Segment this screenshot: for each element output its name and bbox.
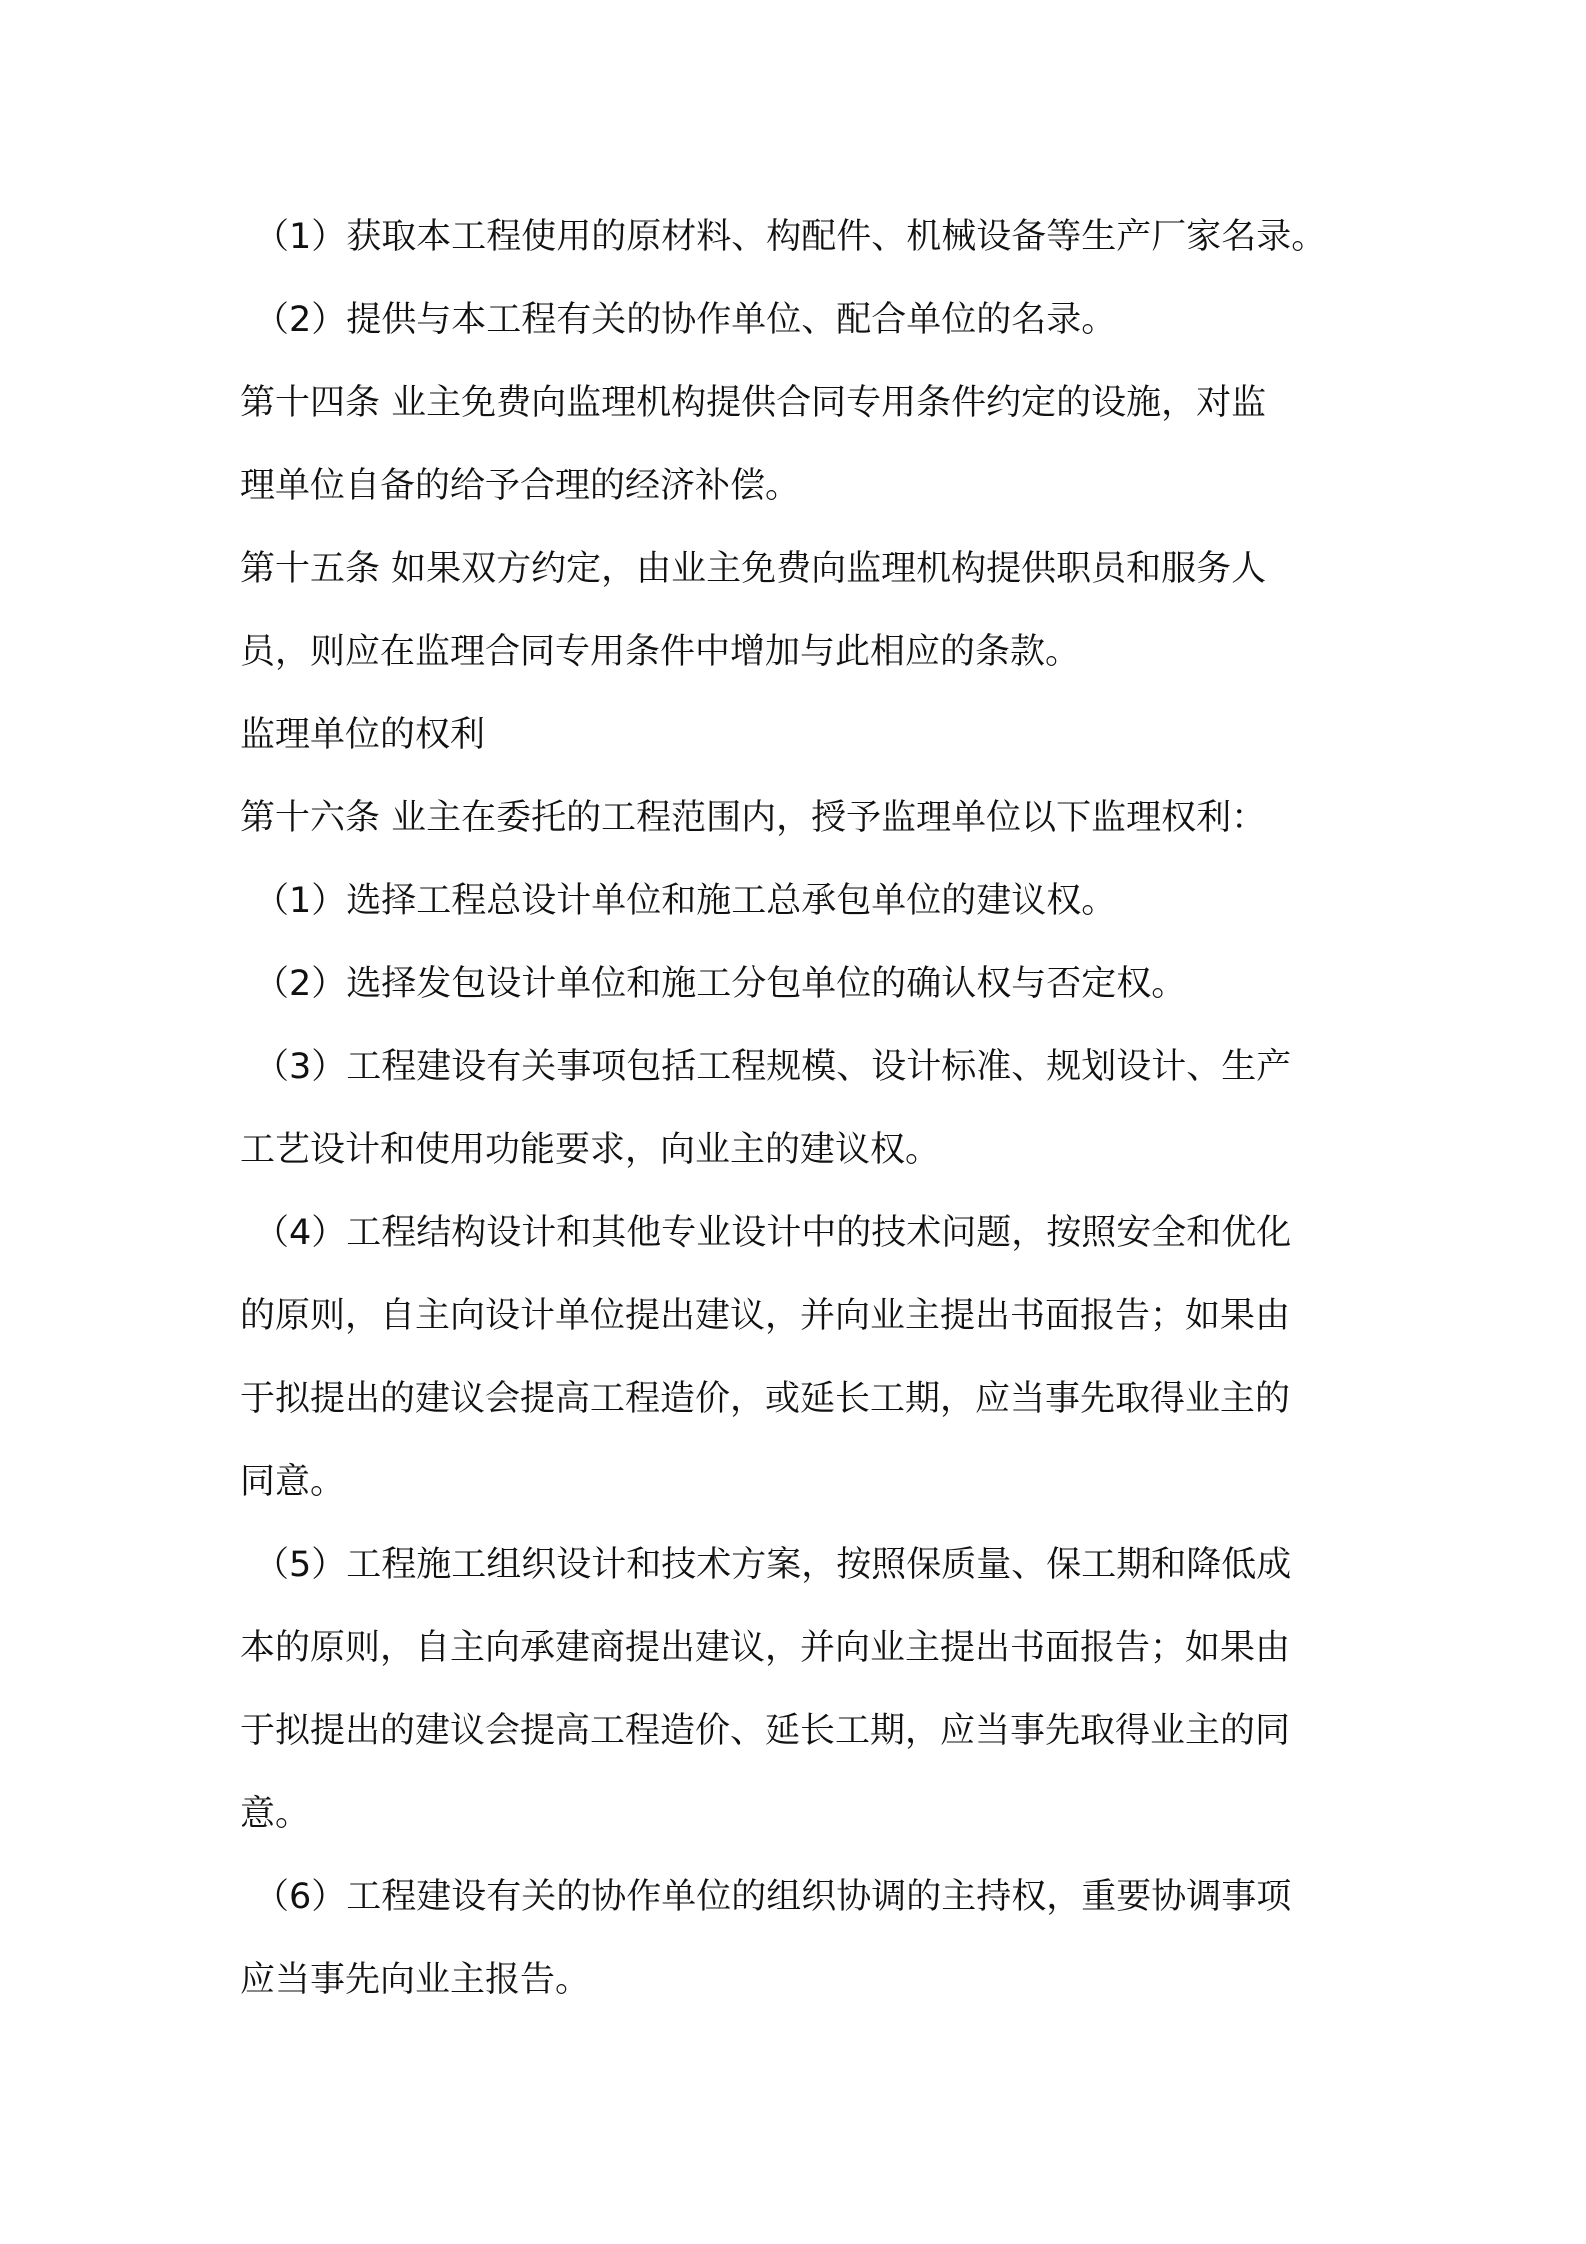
paragraph-p3 <box>240 362 1380 528</box>
paragraph-p10 <box>240 1192 1380 1524</box>
text-line: 于拟提出的建议会提高工程造价，或延长工期，应当事先取得业主的 <box>240 1379 1291 1419</box>
text-line: 同意。 <box>240 1462 346 1502</box>
text-line: （2）选择发包设计单位和施工分包单位的确认权与否定权。 <box>254 964 1187 1004</box>
text-line: 第十四条 业主免费向监理机构提供合同专用条件约定的设施，对监 <box>240 383 1267 423</box>
paragraph-p1 <box>240 196 1380 279</box>
text-line: 于拟提出的建议会提高工程造价、延长工期，应当事先取得业主的同 <box>240 1711 1291 1751</box>
paragraph-p5 <box>240 694 1380 777</box>
text-line: 监理单位的权利 <box>240 715 486 755</box>
text-line: （1）选择工程总设计单位和施工总承包单位的建议权。 <box>254 881 1117 921</box>
text-line: （5）工程施工组织设计和技术方案，按照保质量、保工期和降低成 <box>254 1545 1292 1585</box>
paragraph-p4 <box>240 528 1380 694</box>
paragraph-p8 <box>240 943 1380 1026</box>
text-line: 员，则应在监理合同专用条件中增加与此相应的条款。 <box>240 632 1081 672</box>
text-line: 理单位自备的给予合理的经济补偿。 <box>240 466 801 506</box>
paragraph-p2 <box>240 279 1380 362</box>
text-line: 工艺设计和使用功能要求，向业主的建议权。 <box>240 1130 941 1170</box>
text-line: 第十五条 如果双方约定，由业主免费向监理机构提供职员和服务人 <box>240 549 1267 589</box>
paragraph-p6 <box>240 777 1380 860</box>
paragraph-p12 <box>240 1856 1380 2022</box>
text-line: （1）获取本工程使用的原材料、构配件、机械设备等生产厂家名录。 <box>254 217 1327 257</box>
text-line: 应当事先向业主报告。 <box>240 1960 591 2000</box>
text-line: （4）工程结构设计和其他专业设计中的技术问题，按照安全和优化 <box>254 1213 1292 1253</box>
paragraph-p11 <box>240 1524 1380 1856</box>
text-line: （2）提供与本工程有关的协作单位、配合单位的名录。 <box>254 300 1117 340</box>
text-line: 意。 <box>240 1794 311 1834</box>
text-line: （6）工程建设有关的协作单位的组织协调的主持权，重要协调事项 <box>254 1877 1292 1917</box>
text-line: 第十六条 业主在委托的工程范围内，授予监理单位以下监理权利： <box>240 798 1267 838</box>
paragraph-p9 <box>240 1026 1380 1192</box>
document-body <box>240 196 1380 2022</box>
paragraph-p7 <box>240 860 1380 943</box>
text-line: 本的原则，自主向承建商提出建议，并向业主提出书面报告；如果由 <box>240 1628 1291 1668</box>
text-line: 的原则，自主向设计单位提出建议，并向业主提出书面报告；如果由 <box>240 1296 1291 1336</box>
text-line: （3）工程建设有关事项包括工程规模、设计标准、规划设计、生产 <box>254 1047 1292 1087</box>
